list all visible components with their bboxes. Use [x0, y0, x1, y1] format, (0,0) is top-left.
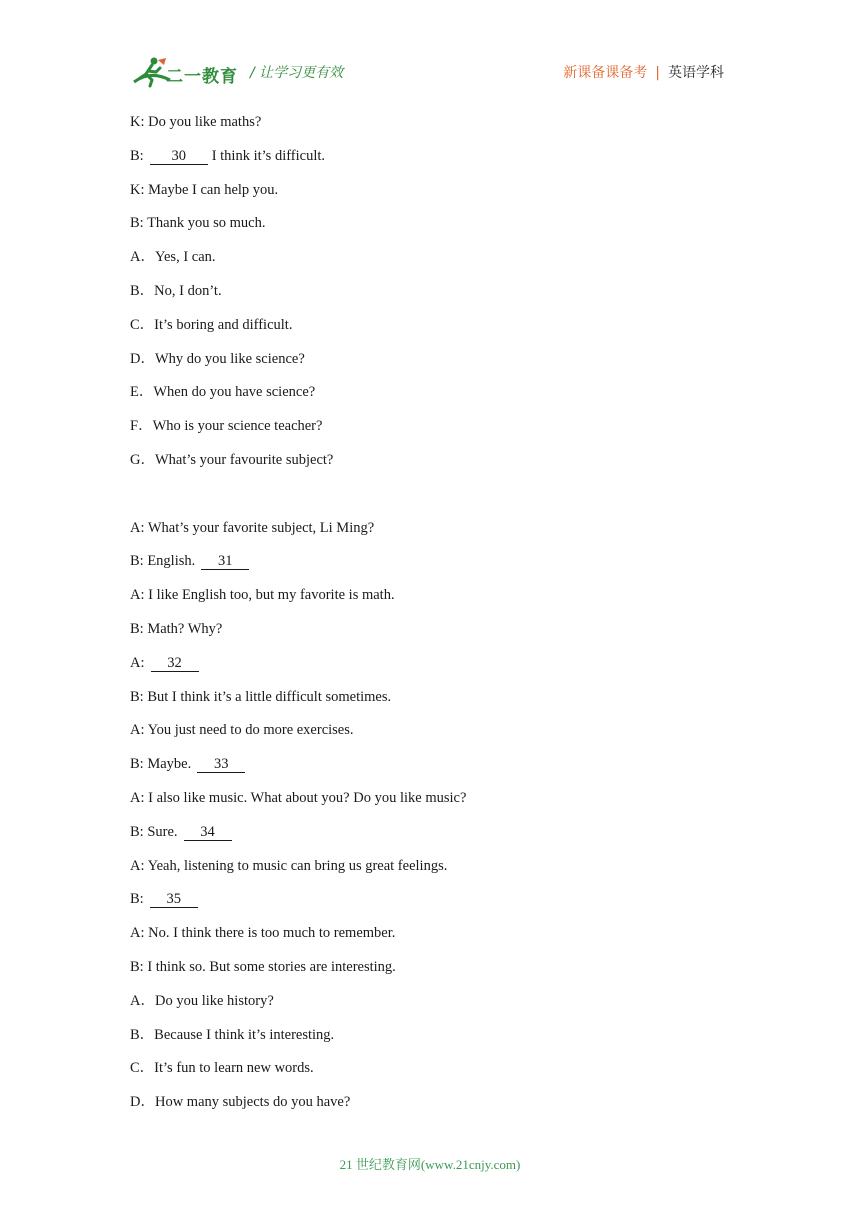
answer-blank-35: 35: [150, 891, 198, 908]
dialog2-line: [130, 923, 730, 957]
dialog2-line: [130, 957, 730, 991]
header-tag-subject: 英语学科: [668, 65, 724, 81]
option-item: D．How many subjects do you have?: [130, 1094, 351, 1111]
option-item: B．Because I think it’s interesting.: [130, 1026, 335, 1043]
header-tag-prep: 新课备课备考: [563, 65, 648, 81]
dialog2-line: [130, 518, 730, 552]
dialog2-line: [130, 788, 730, 822]
dialog-text: A:: [130, 654, 145, 671]
page-header: [0, 0, 860, 100]
dialog-text: B:: [130, 891, 144, 908]
dialog-text: K: Do you like maths?: [130, 114, 262, 130]
dialog-text-suffix: I think it’s difficult.: [211, 147, 326, 164]
dialog-text: A: I also like music. What about you? Do you like music?: [130, 789, 467, 806]
dialog-text: A: Yeah, listening to music can bring us great feelings.: [130, 857, 448, 874]
dialog2-line: [130, 653, 730, 687]
dialog-text: B: I think so. But some stories are interesting.: [130, 958, 396, 975]
answer-blank-30: 30: [150, 148, 208, 165]
page-footer: 21 世纪教育网(www.21cnjy.com): [339, 1157, 521, 1172]
dialog-text: A: You just need to do more exercises.: [130, 722, 354, 739]
dialog1-line: [130, 213, 730, 247]
dialog-text: A: What’s your favorite subject, Li Ming?: [130, 519, 375, 536]
dialog2-line: [130, 585, 730, 619]
answer-blank-31: 31: [201, 553, 249, 570]
option-item: E．When do you have science?: [130, 384, 316, 401]
section-gap: [130, 484, 730, 518]
dialog-text: B: Thank you so much.: [130, 215, 266, 232]
option-item: A．Do you like history?: [130, 992, 274, 1009]
dialog2-line: [130, 822, 730, 856]
dialog-text: B: Sure.: [130, 823, 178, 840]
answer-blank-33: 33: [197, 756, 245, 773]
dialog-text: B: Math? Why?: [130, 620, 223, 637]
dialog-text: A: I like English too, but my favorite is math.: [130, 587, 395, 604]
dialog2-line: [130, 754, 730, 788]
option-item: C．It’s fun to learn new words.: [130, 1060, 314, 1077]
dialog1-line: [130, 146, 730, 180]
dialog1-line: [130, 112, 730, 146]
dialog-text: B:: [130, 147, 144, 164]
option-item: D．Why do you like science?: [130, 350, 305, 367]
document-body: [130, 112, 730, 1126]
dialog2-line: [130, 619, 730, 653]
option-item: C．It’s boring and difficult.: [130, 316, 293, 333]
dialog-text: A: No. I think there is too much to remember.: [130, 925, 396, 942]
dialog1-line: [130, 180, 730, 214]
header-slogan: / 让学习更有效: [250, 65, 344, 81]
header-tags: [563, 62, 724, 82]
option-item: F．Who is your science teacher?: [130, 418, 323, 435]
dialog2-line: [130, 551, 730, 585]
option-item: A．Yes, I can.: [130, 249, 216, 266]
dialog2-line: [130, 687, 730, 721]
answer-blank-34: 34: [184, 824, 232, 841]
dialog2-line: [130, 720, 730, 754]
option-item: G．What’s your favourite subject?: [130, 451, 334, 468]
dialog2-line: [130, 889, 730, 923]
answer-blank-32: 32: [151, 655, 199, 672]
dialog-text: B: Maybe.: [130, 756, 192, 773]
dialog-text: K: Maybe I can help you.: [130, 181, 279, 198]
dialog-text: B: But I think it’s a little difficult sometimes.: [130, 688, 392, 705]
dialog-text: B: English.: [130, 553, 196, 570]
logo-text: 二一教育: [166, 67, 238, 87]
option-item: B．No, I don’t.: [130, 282, 222, 299]
header-separator: |: [655, 65, 660, 81]
dialog2-line: [130, 856, 730, 890]
